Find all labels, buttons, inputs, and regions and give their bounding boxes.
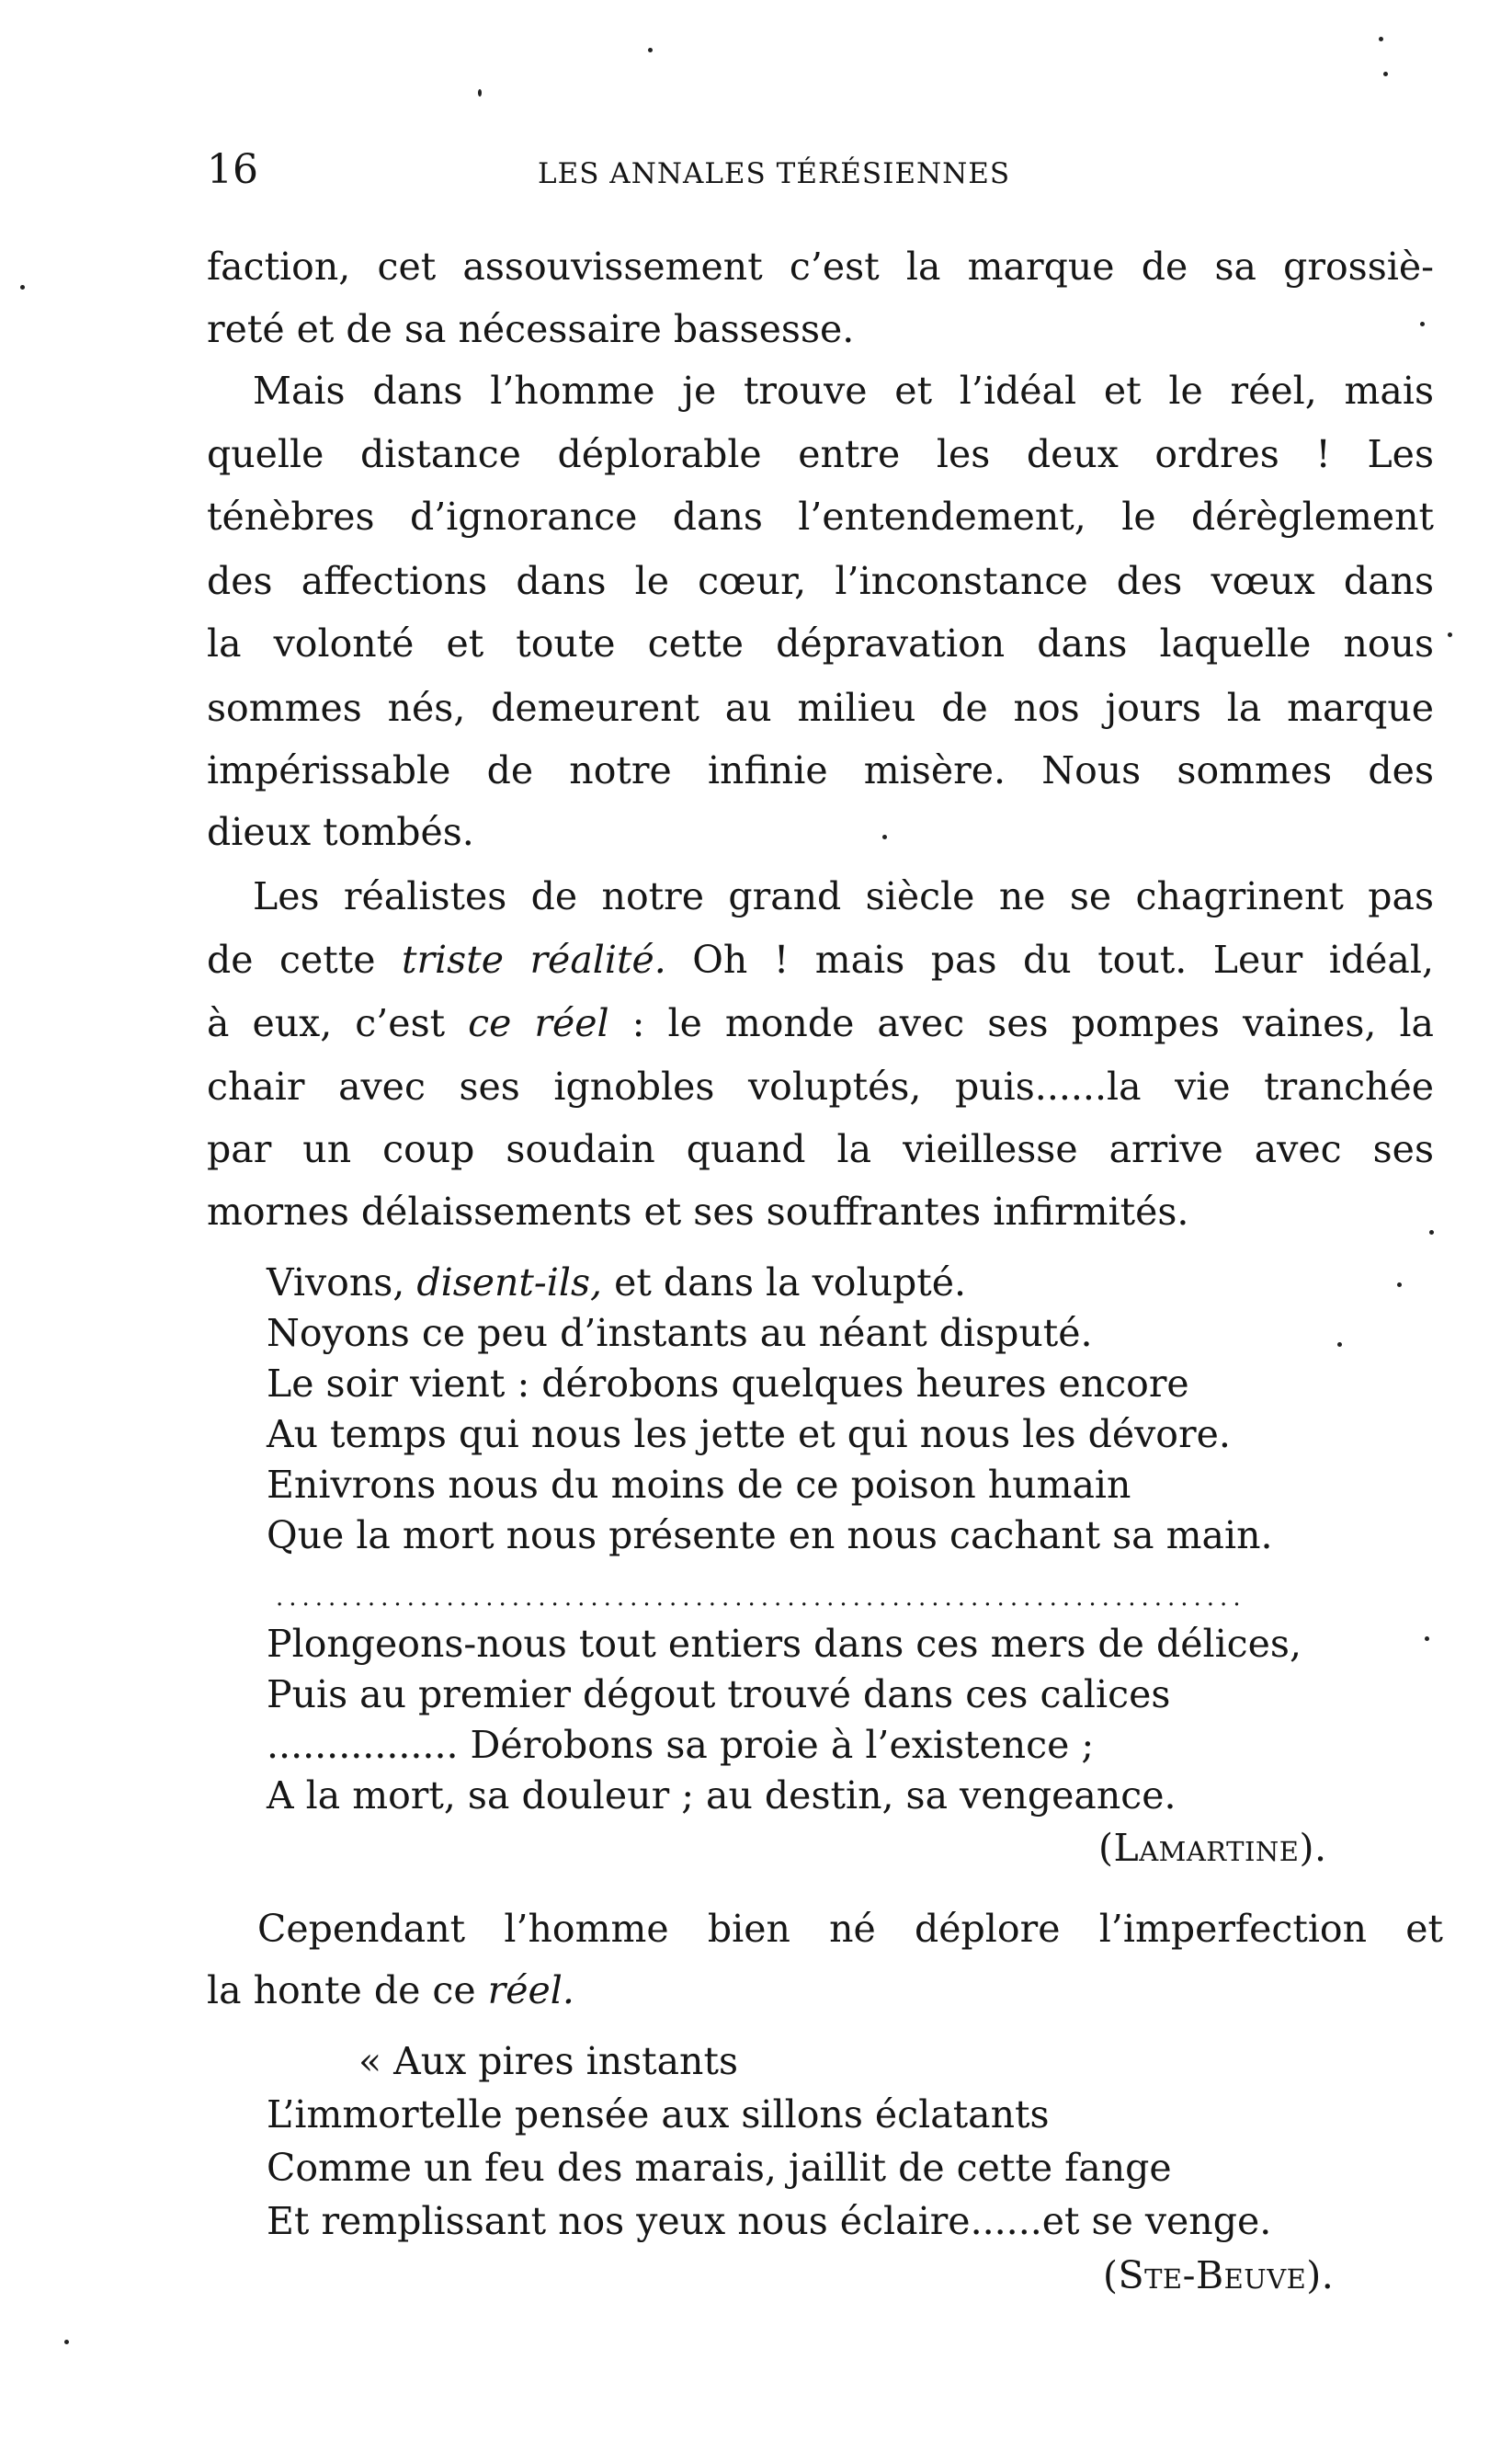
text-line: Mais dans l’homme je trouve et l’idéal et le réel, mais bbox=[253, 369, 1434, 413]
scan-speck bbox=[1448, 632, 1452, 637]
verse-line: L’immortelle pensée aux sillons éclatants bbox=[267, 2092, 1050, 2137]
verse-line: ................ Dérobons sa proie à l’existence ; bbox=[267, 1723, 1095, 1767]
text-line: mornes délaissements et ses souffrantes infirmités. bbox=[207, 1190, 1189, 1234]
italic-phrase: ce réel bbox=[468, 1001, 609, 1045]
text-run: de cette bbox=[207, 938, 402, 982]
verse-line: Enivrons nous du moins de ce poison humain bbox=[267, 1463, 1131, 1507]
text-run: et dans la volupté. bbox=[602, 1260, 967, 1305]
verse-line: Noyons ce peu d’instants au néant disputé. bbox=[267, 1311, 1093, 1355]
text-line: Les réalistes de notre grand siècle ne se chagrinent pas bbox=[253, 874, 1434, 918]
text-line: Cependant l’homme bien né déplore l’imperfection et bbox=[257, 1907, 1443, 1951]
scan-speck bbox=[1397, 1282, 1402, 1287]
scan-speck bbox=[1383, 72, 1388, 76]
text-line: ténèbres d’ignorance dans l’entendement, le dérèglement bbox=[207, 495, 1434, 539]
text-run: Oh ! mais pas du tout. Leur idéal, bbox=[665, 938, 1434, 982]
scan-speck bbox=[1379, 37, 1383, 41]
scan-speck bbox=[648, 48, 653, 52]
italic-phrase: disent-ils, bbox=[416, 1260, 603, 1305]
verse-line: Puis au premier dégout trouvé dans ces calices bbox=[267, 1672, 1171, 1716]
text-run: à eux, c’est bbox=[207, 1001, 469, 1045]
scan-speck bbox=[1429, 1230, 1434, 1235]
text-line: sommes nés, demeurent au milieu de nos jours la marque bbox=[207, 686, 1434, 730]
scan-speck bbox=[478, 89, 482, 97]
ellipsis-divider: .......................................................................... bbox=[276, 1589, 1246, 1607]
verse-line: Plongeons-nous tout entiers dans ces mers de délices, bbox=[267, 1622, 1302, 1666]
verse-line: Comme un feu des marais, jaillit de cette fange bbox=[267, 2146, 1172, 2190]
text-line: la volonté et toute cette dépravation dans laquelle nous bbox=[207, 621, 1434, 666]
verse-line: Le soir vient : dérobons quelques heures encore bbox=[267, 1362, 1189, 1406]
attribution: (Lamartine). bbox=[1098, 1826, 1327, 1870]
scan-speck bbox=[1425, 1636, 1429, 1641]
running-title: LES ANNALES TÉRÉSIENNES bbox=[538, 157, 1011, 190]
page-number: 16 bbox=[207, 146, 258, 193]
text-line: des affections dans le cœur, l’inconstance des vœux dans bbox=[207, 559, 1434, 603]
text-line: dieux tombés. bbox=[207, 810, 474, 854]
attribution: (Ste-Beuve). bbox=[1103, 2253, 1335, 2297]
text-line: reté et de sa nécessaire bassesse. bbox=[207, 307, 855, 351]
text-line: quelle distance déplorable entre les deux ordres ! Les bbox=[207, 432, 1434, 476]
text-line bbox=[207, 1968, 1434, 2012]
text-line bbox=[207, 938, 1434, 982]
scan-speck bbox=[1420, 322, 1425, 326]
text-line: chair avec ses ignobles voluptés, puis......la vie tranchée bbox=[207, 1065, 1434, 1109]
text-line: impérissable de notre infinie misère. Nous sommes des bbox=[207, 748, 1434, 792]
text-run: : le monde avec ses pompes vaines, la bbox=[608, 1001, 1434, 1045]
page-header bbox=[207, 138, 1291, 202]
scan-speck bbox=[882, 835, 887, 839]
verse-line: Et remplissant nos yeux nous éclaire......et se venge. bbox=[267, 2199, 1272, 2243]
scan-speck bbox=[20, 285, 25, 290]
text-run: la honte de ce bbox=[207, 1968, 488, 2012]
verse-line: Au temps qui nous les jette et qui nous les dévore. bbox=[267, 1412, 1231, 1456]
verse-line: Que la mort nous présente en nous cachant sa main. bbox=[267, 1513, 1273, 1557]
text-line: par un coup soudain quand la vieillesse arrive avec ses bbox=[207, 1127, 1434, 1171]
verse-line: « Aux pires instants bbox=[358, 2039, 738, 2083]
scan-speck bbox=[64, 2340, 69, 2344]
text-line: faction, cet assouvissement c’est la marque de sa grossiè- bbox=[207, 245, 1434, 289]
italic-phrase: triste réalité. bbox=[401, 938, 666, 982]
verse-line bbox=[267, 1260, 967, 1305]
scan-speck bbox=[1337, 1342, 1342, 1347]
text-run: Vivons, bbox=[267, 1260, 417, 1305]
verse-line: A la mort, sa douleur ; au destin, sa vengeance. bbox=[267, 1773, 1177, 1818]
italic-phrase: réel. bbox=[487, 1968, 574, 2012]
text-line bbox=[207, 1001, 1434, 1045]
